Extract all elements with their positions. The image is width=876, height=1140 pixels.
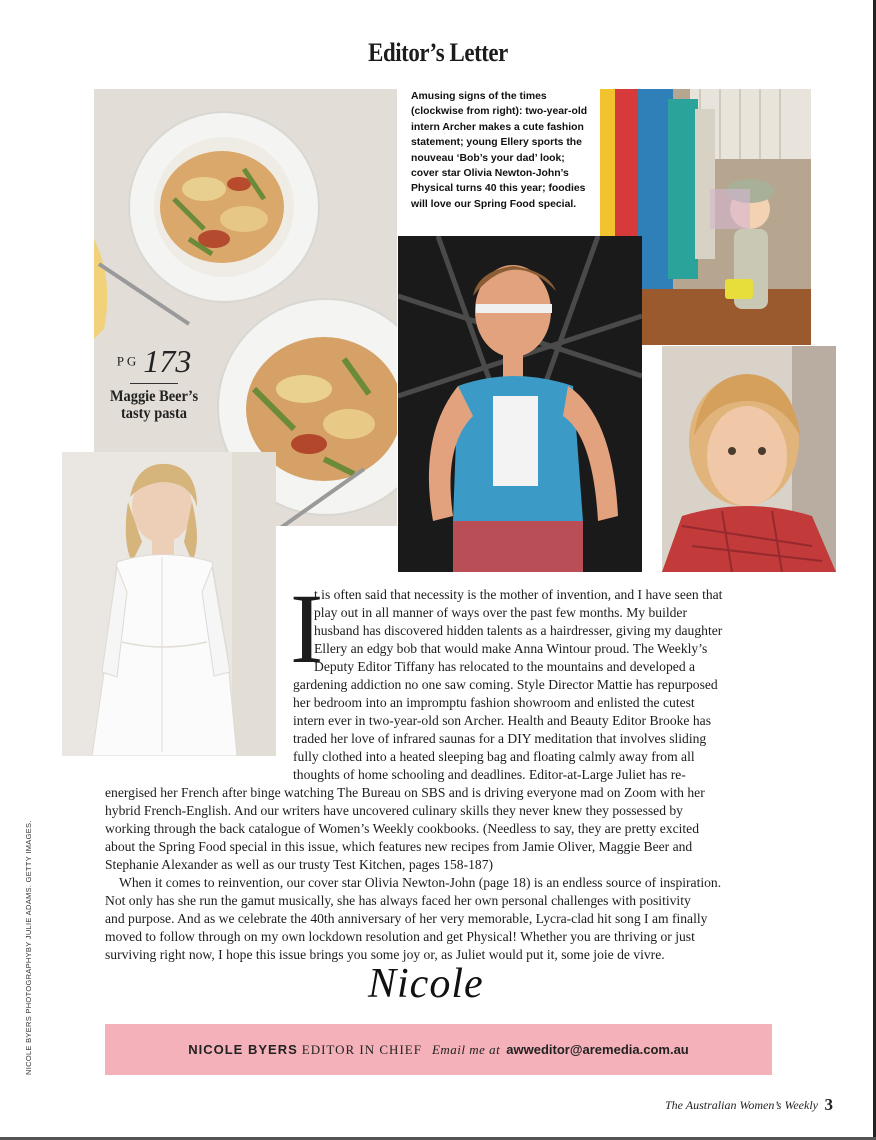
body-line: Ellery an edgy bob that would make Anna Wintour proud. The Weekly’s [314, 641, 708, 656]
body-line: play out in all manner of ways over the past few months. My builder [314, 605, 687, 620]
body-line: fully clothed into a heated sleeping bag and floating calmly away from all [293, 749, 695, 764]
body-line: and purpose. And as we celebrate the 40th anniversary of her very memorable, Lycra-clad hit song I am finally [105, 911, 708, 926]
magazine-name: The Australian Women’s Weekly [665, 1098, 818, 1112]
page-title: Editor’s Letter [368, 38, 508, 67]
olivia-photo [398, 236, 642, 572]
pg-rule [130, 383, 178, 384]
body-line: hybrid French-English. And our writers have uncovered culinary skills they never knew they possessed by [105, 803, 683, 818]
body-line: thoughts of home schooling and deadlines. Editor-at-Large Juliet has re- [293, 767, 686, 782]
body-line: about the Spring Food special in this issue, which features new recipes from Jamie Oliver, Maggie Beer and [105, 839, 693, 854]
banner-email-label: Email me at [431, 1041, 501, 1057]
pg-number: 173 [143, 343, 192, 379]
body-line: intern ever in two-year-old son Archer. Health and Beauty Editor Brooke has [293, 713, 711, 728]
body-line: moved to follow through on my own lockdown resolution and get Physical! Whether you are thriving or just [105, 929, 695, 944]
body-line: Not only has she run the gamut musically, she has always faced her own personal challenges with positivity [105, 893, 691, 908]
banner-name: NICOLE BYERS [188, 1042, 298, 1057]
body-line: gardening addiction no one saw coming. Style Director Mattie has repurposed [293, 677, 718, 692]
page-number: 3 [824, 1095, 833, 1114]
drop-cap: I [290, 573, 324, 684]
body-line: her bedroom into an impromptu fashion showroom and enlisted the cutest [293, 695, 695, 710]
photo-caption: Amusing signs of the times (clockwise from right): two-year-old intern Archer makes a cute fashion statement; young Ellery sports the nouveau ‘Bob’s your dad’ look; cover star Olivia Newton-John’s Physical turns 40 this year; foodies will love our Spring Food special. [411, 91, 588, 210]
contact-banner [105, 1024, 772, 1075]
body-line: surviving right now, I hope this issue brings you some joy or, as Juliet would put it, some joie de vivre. [105, 947, 665, 962]
body-line: When it comes to reinvention, our cover star Olivia Newton-John (page 18) is an endless source of inspiration. [119, 875, 722, 890]
pg-label: PG [116, 353, 140, 369]
photo-credit: NICOLE BYERS PHOTOGRAPHYBY JULIE ADAMS. GETTY IMAGES. [24, 820, 33, 1075]
body-line: Stephanie Alexander as well as our trusty Test Kitchen, pages 158-187) [105, 857, 494, 872]
banner-email-link[interactable]: awweditor@aremedia.com.au [506, 1042, 689, 1057]
banner-role: EDITOR IN CHIEF [301, 1041, 422, 1057]
page-reference [104, 343, 204, 422]
body-line: t is often said that necessity is the mother of invention, and I have seen that [314, 587, 723, 602]
body-line: traded her love of infrared saunas for a DIY meditation that involves sliding [293, 731, 707, 746]
body-line: Deputy Editor Tiffany has relocated to the mountains and developed a [314, 659, 696, 674]
body-line: energised her French after binge watching The Bureau on SBS and is driving everyone mad on Zoom with her [105, 785, 705, 800]
body-line: working through the back catalogue of Women’s Weekly cookbooks. (Needless to say, they are pretty excited [105, 821, 700, 836]
signature: Nicole [368, 961, 484, 1007]
ellery-photo [662, 346, 836, 572]
pg-description: Maggie Beer’s tasty pasta [109, 388, 199, 422]
editor-portrait-photo [62, 452, 276, 756]
body-line: husband has discovered hidden talents as a hairdresser, giving my daughter [314, 623, 723, 638]
